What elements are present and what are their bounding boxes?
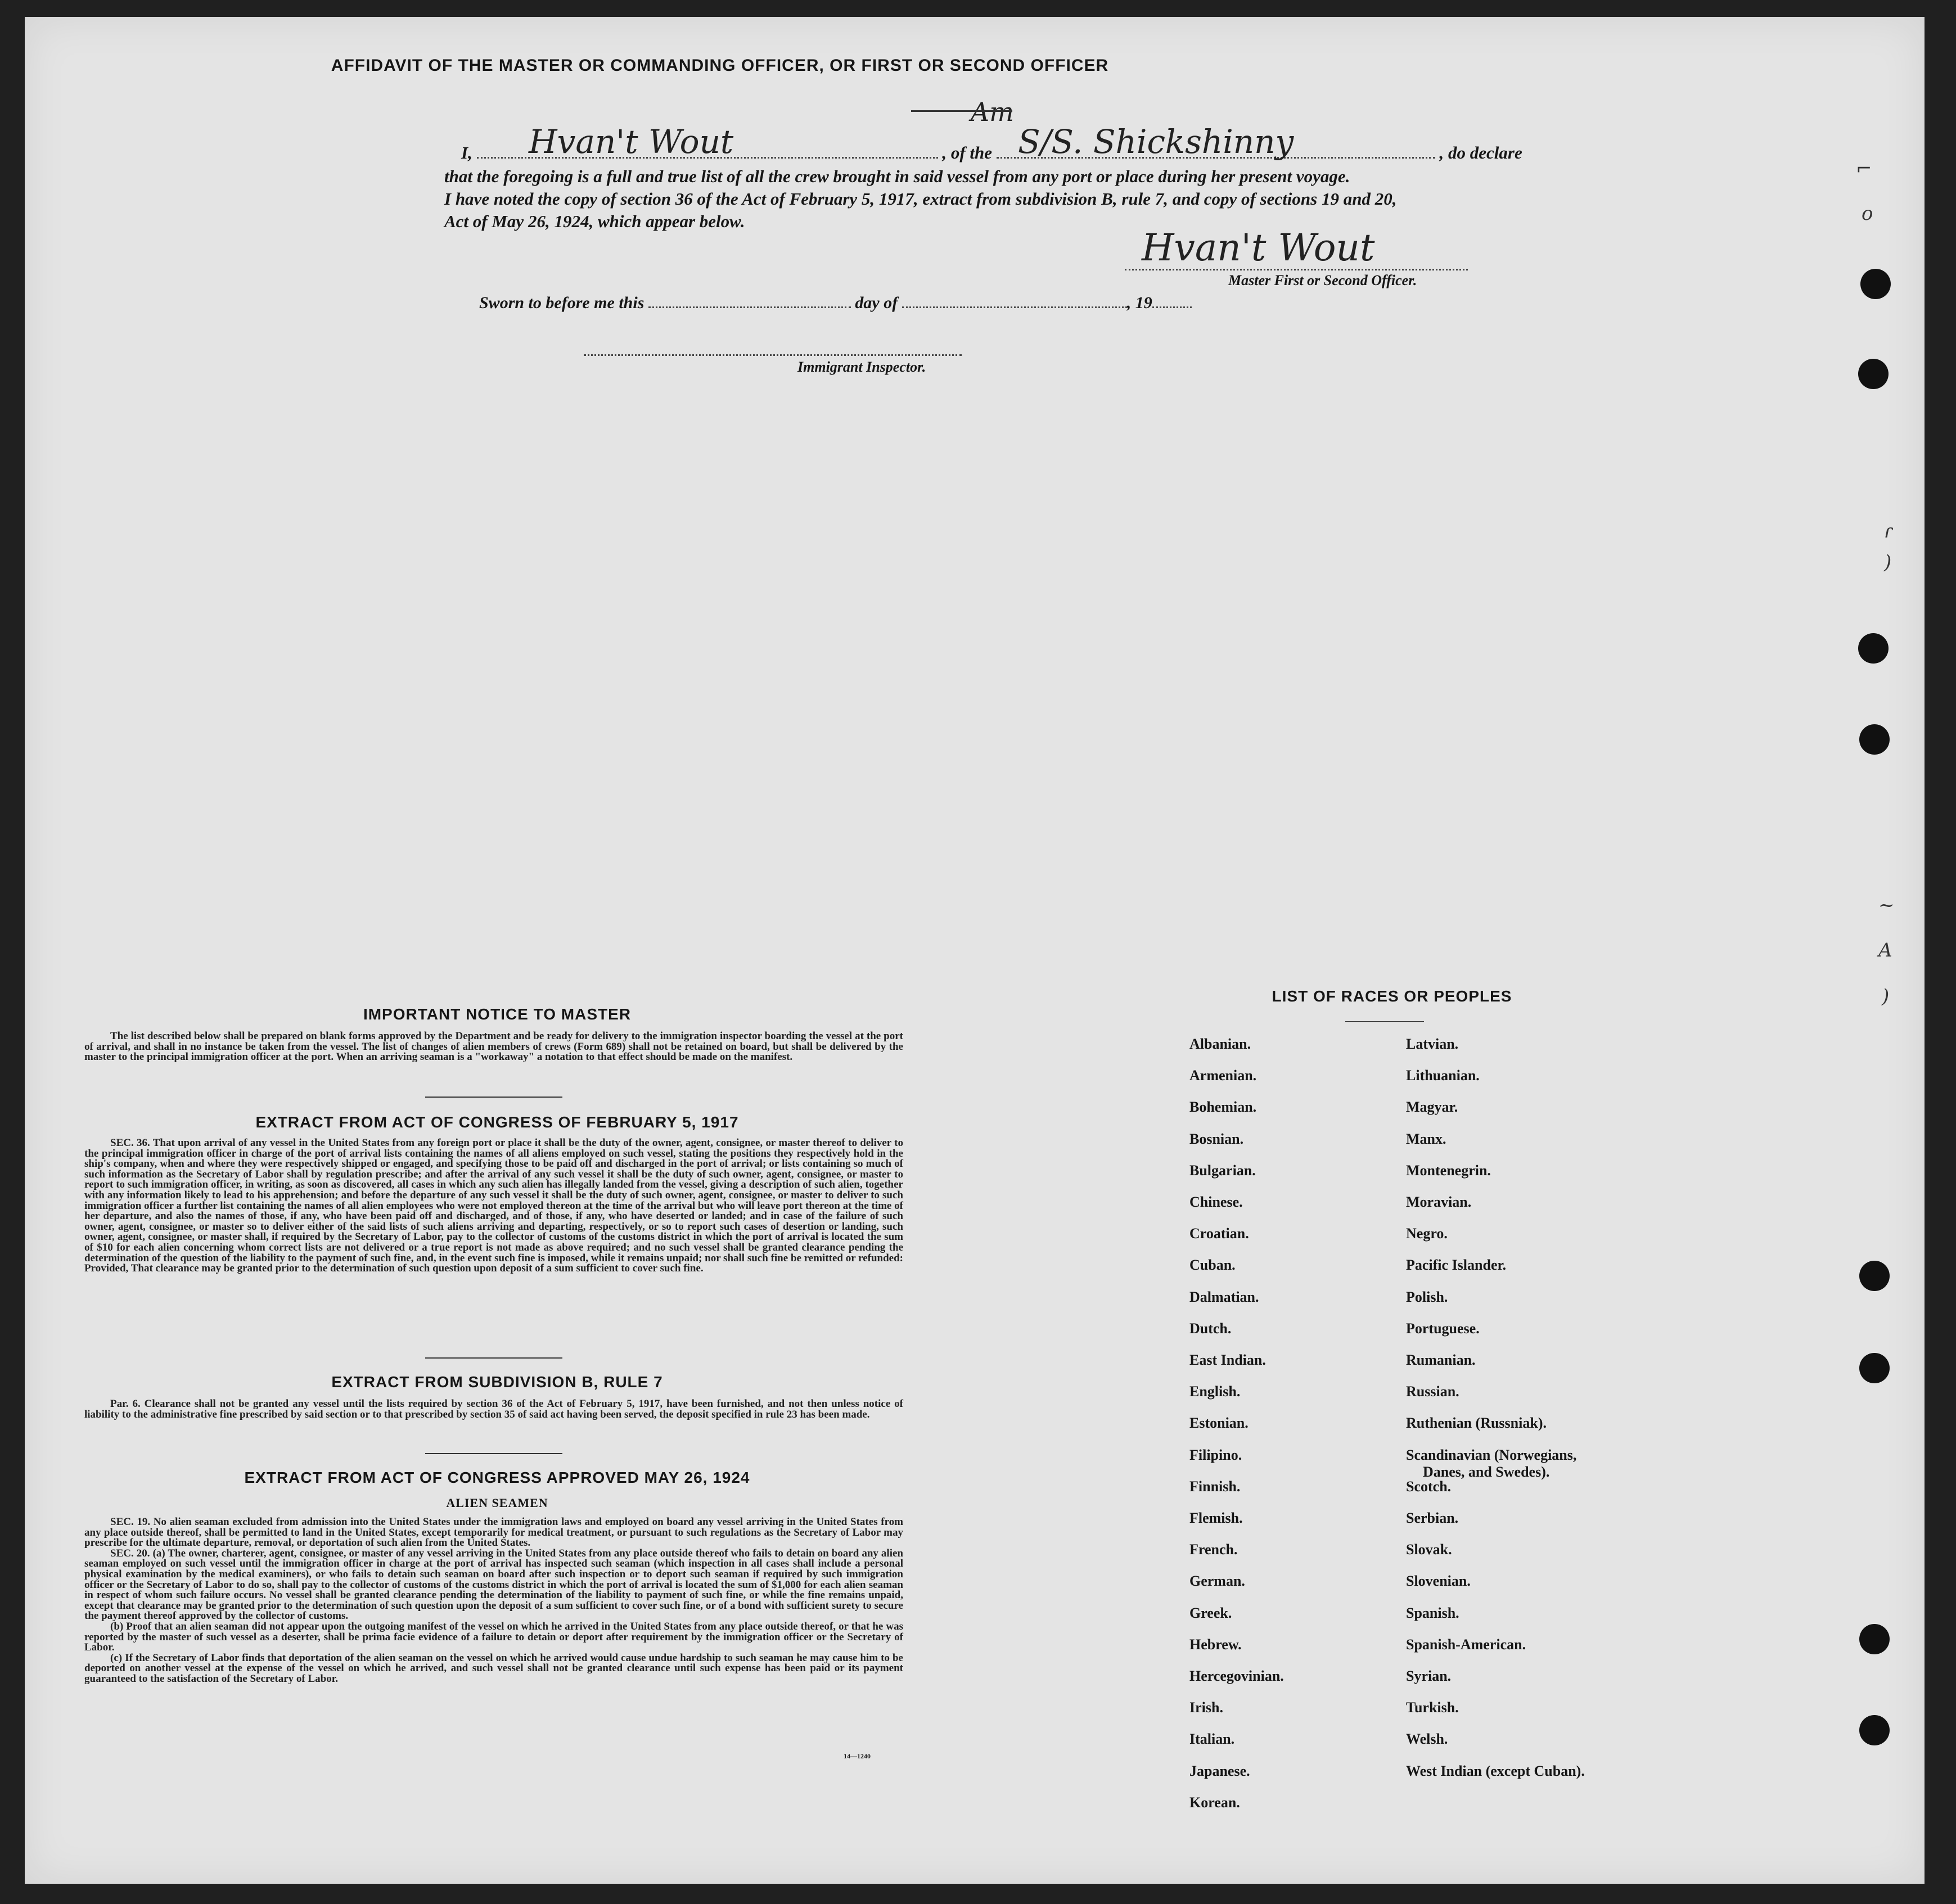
- margin-mark: ~: [1878, 894, 1895, 917]
- signature-handwritten: Hvan't Wout: [1142, 226, 1375, 269]
- sworn-label: Sworn to before me this: [479, 294, 645, 312]
- form-number: 14—1240: [844, 1752, 871, 1760]
- inspector-caption: Immigrant Inspector.: [797, 359, 926, 375]
- races-right-column: [1406, 0, 1698, 1904]
- inspector-signature-line: [584, 354, 962, 356]
- race-item: English.: [1189, 1383, 1241, 1400]
- extract-rule7-paragraph: Par. 6. Clearance shall not be granted any vessel until the lists required by section 36 of the Act of February 5, 1917, have been furnished, and not then unless notice of liability to the administrative fine prescribed by said section or to that prescribed by section 35 of said act having been served, the deposit specified in rule 23 has been made.: [84, 1398, 903, 1420]
- extract-1917-paragraph: SEC. 36. That upon arrival of any vessel in the United States from any foreign port or place it shall be the duty of the owner, agent, consignee, or master thereof to deliver to the principal immigration officer in charge of the port of arrival lists containing the names of all aliens employed on such vessel, stating the positions they respectively hold in the ship's company, when and where they were respectively shipped or engaged, and specifying those to be paid off and discharged in the port of arrival; or lists containing so much of such information as the Secretary of Labor shall by regulation prescribe; and after the arrival of any such vessel it shall be the duty of such owner, agent, consignee, or master to report to such immigration officer, in writing, as soon as discovered, all cases in which any such alien has illegally landed from the vessel, giving a description of such alien, together with any information likely to lead to his apprehension; and before the departure of any such vessel it shall be the duty of such owner, agent, consignee, or master to deliver to such immigration officer a further list containing the names of all alien employees who were not employed thereon at the time of the arrival but who will leave port thereon at the time of her departure, and also the names of those, if any, who have been paid off and discharged, and of those, if any, who have deserted or landed; and in case of the failure of such owner, agent, consignee, or master so to deliver either of the said lists of such aliens arriving and departing, respectively, or so to report such cases of desertion or landing, such owner, agent, consignee, or master shall, if required by the Secretary of Labor, pay to the collector of customs of the customs district in which the port of arrival is located the sum of $10 for each alien concerning whom correct lists are not delivered or a true report is not made as above required; and no such vessel shall be granted clearance pending the determination of the question of the liability to the payment of such fine, and, in the event such fine is imposed, while it remains unpaid; nor shall such fine be remitted or refunded: Provided, That clearance may be granted prior to the determination of such question upon deposit of a sum sufficient to cover such fine.: [84, 1137, 903, 1275]
- margin-mark: ): [1884, 551, 1892, 574]
- i-label: I,: [461, 143, 472, 163]
- divider: [425, 1357, 562, 1359]
- race-item: Filipino.: [1189, 1446, 1242, 1463]
- affidavit-line-3: I have noted the copy of section 36 of the Act of February 5, 1917, extract from subdivision B, rule 7, and copy of sections 19 and 20,: [444, 189, 1397, 209]
- race-item: Armenian.: [1189, 1067, 1257, 1084]
- race-item: Polish.: [1406, 1288, 1448, 1305]
- extract-rule7-title: EXTRACT FROM SUBDIVISION B, RULE 7: [331, 1373, 663, 1391]
- punch-hole-3: [1858, 633, 1889, 664]
- race-item: Slovak.: [1406, 1541, 1452, 1558]
- affidavit-line-2: that the foregoing is a full and true list of all the crew brought in said vessel from any port or place during her present voyage.: [444, 166, 1350, 186]
- extract-1917-text: [84, 1138, 903, 1274]
- punch-hole-6: [1859, 1353, 1890, 1383]
- race-item: Italian.: [1189, 1731, 1235, 1748]
- signature-caption: Master First or Second Officer.: [1228, 272, 1417, 288]
- punch-hole-4: [1859, 724, 1890, 755]
- race-item: Negro.: [1406, 1225, 1448, 1242]
- year-label: , 19: [1126, 294, 1152, 312]
- race-item: Cuban.: [1189, 1257, 1236, 1274]
- margin-mark: A: [1878, 939, 1892, 962]
- race-item: Spanish.: [1406, 1604, 1459, 1621]
- race-item: Irish.: [1189, 1699, 1223, 1716]
- sec20b-paragraph: (b) Proof that an alien seaman did not appear upon the outgoing manifest of the vessel on which he arrived in the United States from any place outside thereof, or that he was reported by the master of such vessel as a deserter, shall be prima facie evidence of a failure to detain or deport after requirement by the immigration officer or the Secretary of Labor.: [84, 1620, 903, 1654]
- race-item: Serbian.: [1406, 1510, 1459, 1526]
- extract-1924-title: EXTRACT FROM ACT OF CONGRESS APPROVED MAY 26, 1924: [244, 1469, 750, 1486]
- race-item: Hebrew.: [1189, 1636, 1242, 1653]
- race-item: Korean.: [1189, 1794, 1240, 1811]
- do-declare-label: , do declare: [1439, 143, 1522, 163]
- day-of-label: day of: [855, 294, 898, 312]
- race-item: Manx.: [1406, 1130, 1446, 1147]
- race-item: Scandinavian (Norwegians,: [1406, 1446, 1577, 1463]
- race-item: Syrian.: [1406, 1668, 1452, 1684]
- master-name-handwritten: Hvan't Wout: [529, 123, 734, 161]
- race-item: German.: [1189, 1573, 1245, 1590]
- race-item: Spanish-American.: [1406, 1636, 1526, 1653]
- notice-text: [84, 1031, 903, 1063]
- margin-mark: ⌐: [1856, 157, 1872, 180]
- race-item: Japanese.: [1189, 1762, 1250, 1779]
- extract-1917-title: EXTRACT FROM ACT OF CONGRESS OF FEBRUARY 5, 1917: [255, 1113, 739, 1131]
- affidavit-line-4: Act of May 26, 1924, which appear below.: [444, 211, 745, 231]
- punch-hole-5: [1859, 1261, 1890, 1291]
- race-item: West Indian (except Cuban).: [1406, 1762, 1585, 1779]
- race-item: Magyar.: [1406, 1099, 1458, 1116]
- affidavit-title: AFFIDAVIT OF THE MASTER OR COMMANDING OFFICER, OR FIRST OR SECOND OFFICER: [331, 56, 1109, 75]
- race-item: Flemish.: [1189, 1510, 1243, 1526]
- extract-1924-text: [84, 1517, 903, 1685]
- race-item: Ruthenian (Russniak).: [1406, 1415, 1547, 1432]
- race-item: Rumanian.: [1406, 1352, 1476, 1368]
- race-item: Chinese.: [1189, 1194, 1243, 1210]
- of-the-label: , of the: [942, 143, 993, 163]
- race-item: Albanian.: [1189, 1036, 1251, 1052]
- notice-paragraph: The list described below shall be prepared on blank forms approved by the Department and be ready for delivery to the immigration inspector boarding the vessel at the port of arrival, and shall in no instance be taken from the vessel. The list of changes of alien members of crews (Form 689) shall not be retained on board, but shall be delivered by the master to the principal immigration officer at the port. When an arriving seaman is a "workaway" a notation to that effect should be made on the manifest.: [84, 1030, 903, 1063]
- race-item: Welsh.: [1406, 1731, 1448, 1748]
- race-item: Croatian.: [1189, 1225, 1249, 1242]
- race-item: Bohemian.: [1189, 1099, 1257, 1116]
- race-item: Bosnian.: [1189, 1130, 1244, 1147]
- punch-hole-8: [1859, 1715, 1890, 1745]
- race-item: Montenegrin.: [1406, 1162, 1491, 1179]
- race-item: Latvian.: [1406, 1036, 1459, 1052]
- race-item: Greek.: [1189, 1604, 1232, 1621]
- race-item: Russian.: [1406, 1383, 1459, 1400]
- race-item: Dutch.: [1189, 1320, 1232, 1337]
- race-item: French.: [1189, 1541, 1238, 1558]
- race-item: Finnish.: [1189, 1478, 1241, 1495]
- race-item: Estonian.: [1189, 1415, 1249, 1432]
- race-item: Scotch.: [1406, 1478, 1452, 1495]
- race-item: Moravian.: [1406, 1194, 1472, 1210]
- sec20a-paragraph: SEC. 20. (a) The owner, charterer, agent, consignee, or master of any vessel arriving in the United States from any place outside thereof who fails to detain on board any alien seaman employed on such vessel until the immigration officer in charge at the port of arrival has inspected such seaman (which inspection in all cases shall include a personal physical examination by the medical examiners), or who fails to detain such seaman on board after such inspection or to deport such seaman if required by such immigration officer or the Secretary of Labor to do so, shall pay to the collector of customs of the customs district in which the port of arrival is located the sum of $1,000 for each alien seaman in respect of whom such failure occurs. No vessel shall be granted clearance pending the determination of the liability to payment of such fine, or while the fine remains unpaid, except that clearance may be granted prior to the determination of such question upon the deposit of a sum sufficient to cover such fine, or of a bond with sufficient surety to secure the payment thereof approved by the collector of customs.: [84, 1547, 903, 1622]
- race-item: East Indian.: [1189, 1352, 1266, 1368]
- punch-hole-2: [1858, 359, 1889, 389]
- races-left-column: [1189, 0, 1414, 1904]
- margin-mark: o: [1862, 202, 1873, 225]
- race-item: Danes, and Swedes).: [1423, 1463, 1550, 1480]
- alien-seamen-subtitle: ALIEN SEAMEN: [446, 1496, 548, 1510]
- vessel-overline: [911, 110, 1012, 112]
- race-item: Hercegovinian.: [1189, 1668, 1284, 1684]
- race-item: Portuguese.: [1406, 1320, 1480, 1337]
- notice-title: IMPORTANT NOTICE TO MASTER: [363, 1005, 632, 1023]
- extract-rule7-text: [84, 1399, 903, 1420]
- sec19-paragraph: SEC. 19. No alien seaman excluded from admission into the United States under the immigration laws and employed on board any vessel arriving in the United States from any place outside thereof, shall be permitted to land in the United States, except temporarily for medical treatment, or pursuant to such regulations as the Secretary of Labor may prescribe for the ultimate departure, removal, or deportation of such alien from the United States.: [84, 1516, 903, 1549]
- races-title: LIST OF RACES OR PEOPLES: [1272, 987, 1512, 1005]
- divider: [425, 1453, 562, 1454]
- race-item: Lithuanian.: [1406, 1067, 1480, 1084]
- margin-mark: ): [1882, 985, 1890, 1008]
- race-item: Dalmatian.: [1189, 1288, 1259, 1305]
- punch-hole-7: [1859, 1624, 1890, 1654]
- margin-mark: ɾ: [1884, 520, 1893, 543]
- race-item: Pacific Islander.: [1406, 1257, 1507, 1274]
- punch-hole-1: [1860, 269, 1891, 299]
- vessel-name-handwritten: S/S. Shickshinny: [1018, 123, 1294, 161]
- race-item: Turkish.: [1406, 1699, 1459, 1716]
- divider: [425, 1097, 562, 1098]
- race-item: Slovenian.: [1406, 1573, 1471, 1590]
- sworn-line: [479, 294, 1192, 313]
- race-item: Bulgarian.: [1189, 1162, 1256, 1179]
- sec20c-paragraph: (c) If the Secretary of Labor finds that deportation of the alien seaman on the vessel on which he arrived would cause undue hardship to such seaman he may cause him to be deported on another vessel at the expense of the vessel on which he arrived, and such vessel shall not be granted clearance until such expense has been paid or its payment guaranteed to the satisfaction of the Secretary of Labor.: [84, 1652, 903, 1685]
- vessel-prefix-handwritten: Am: [971, 97, 1014, 127]
